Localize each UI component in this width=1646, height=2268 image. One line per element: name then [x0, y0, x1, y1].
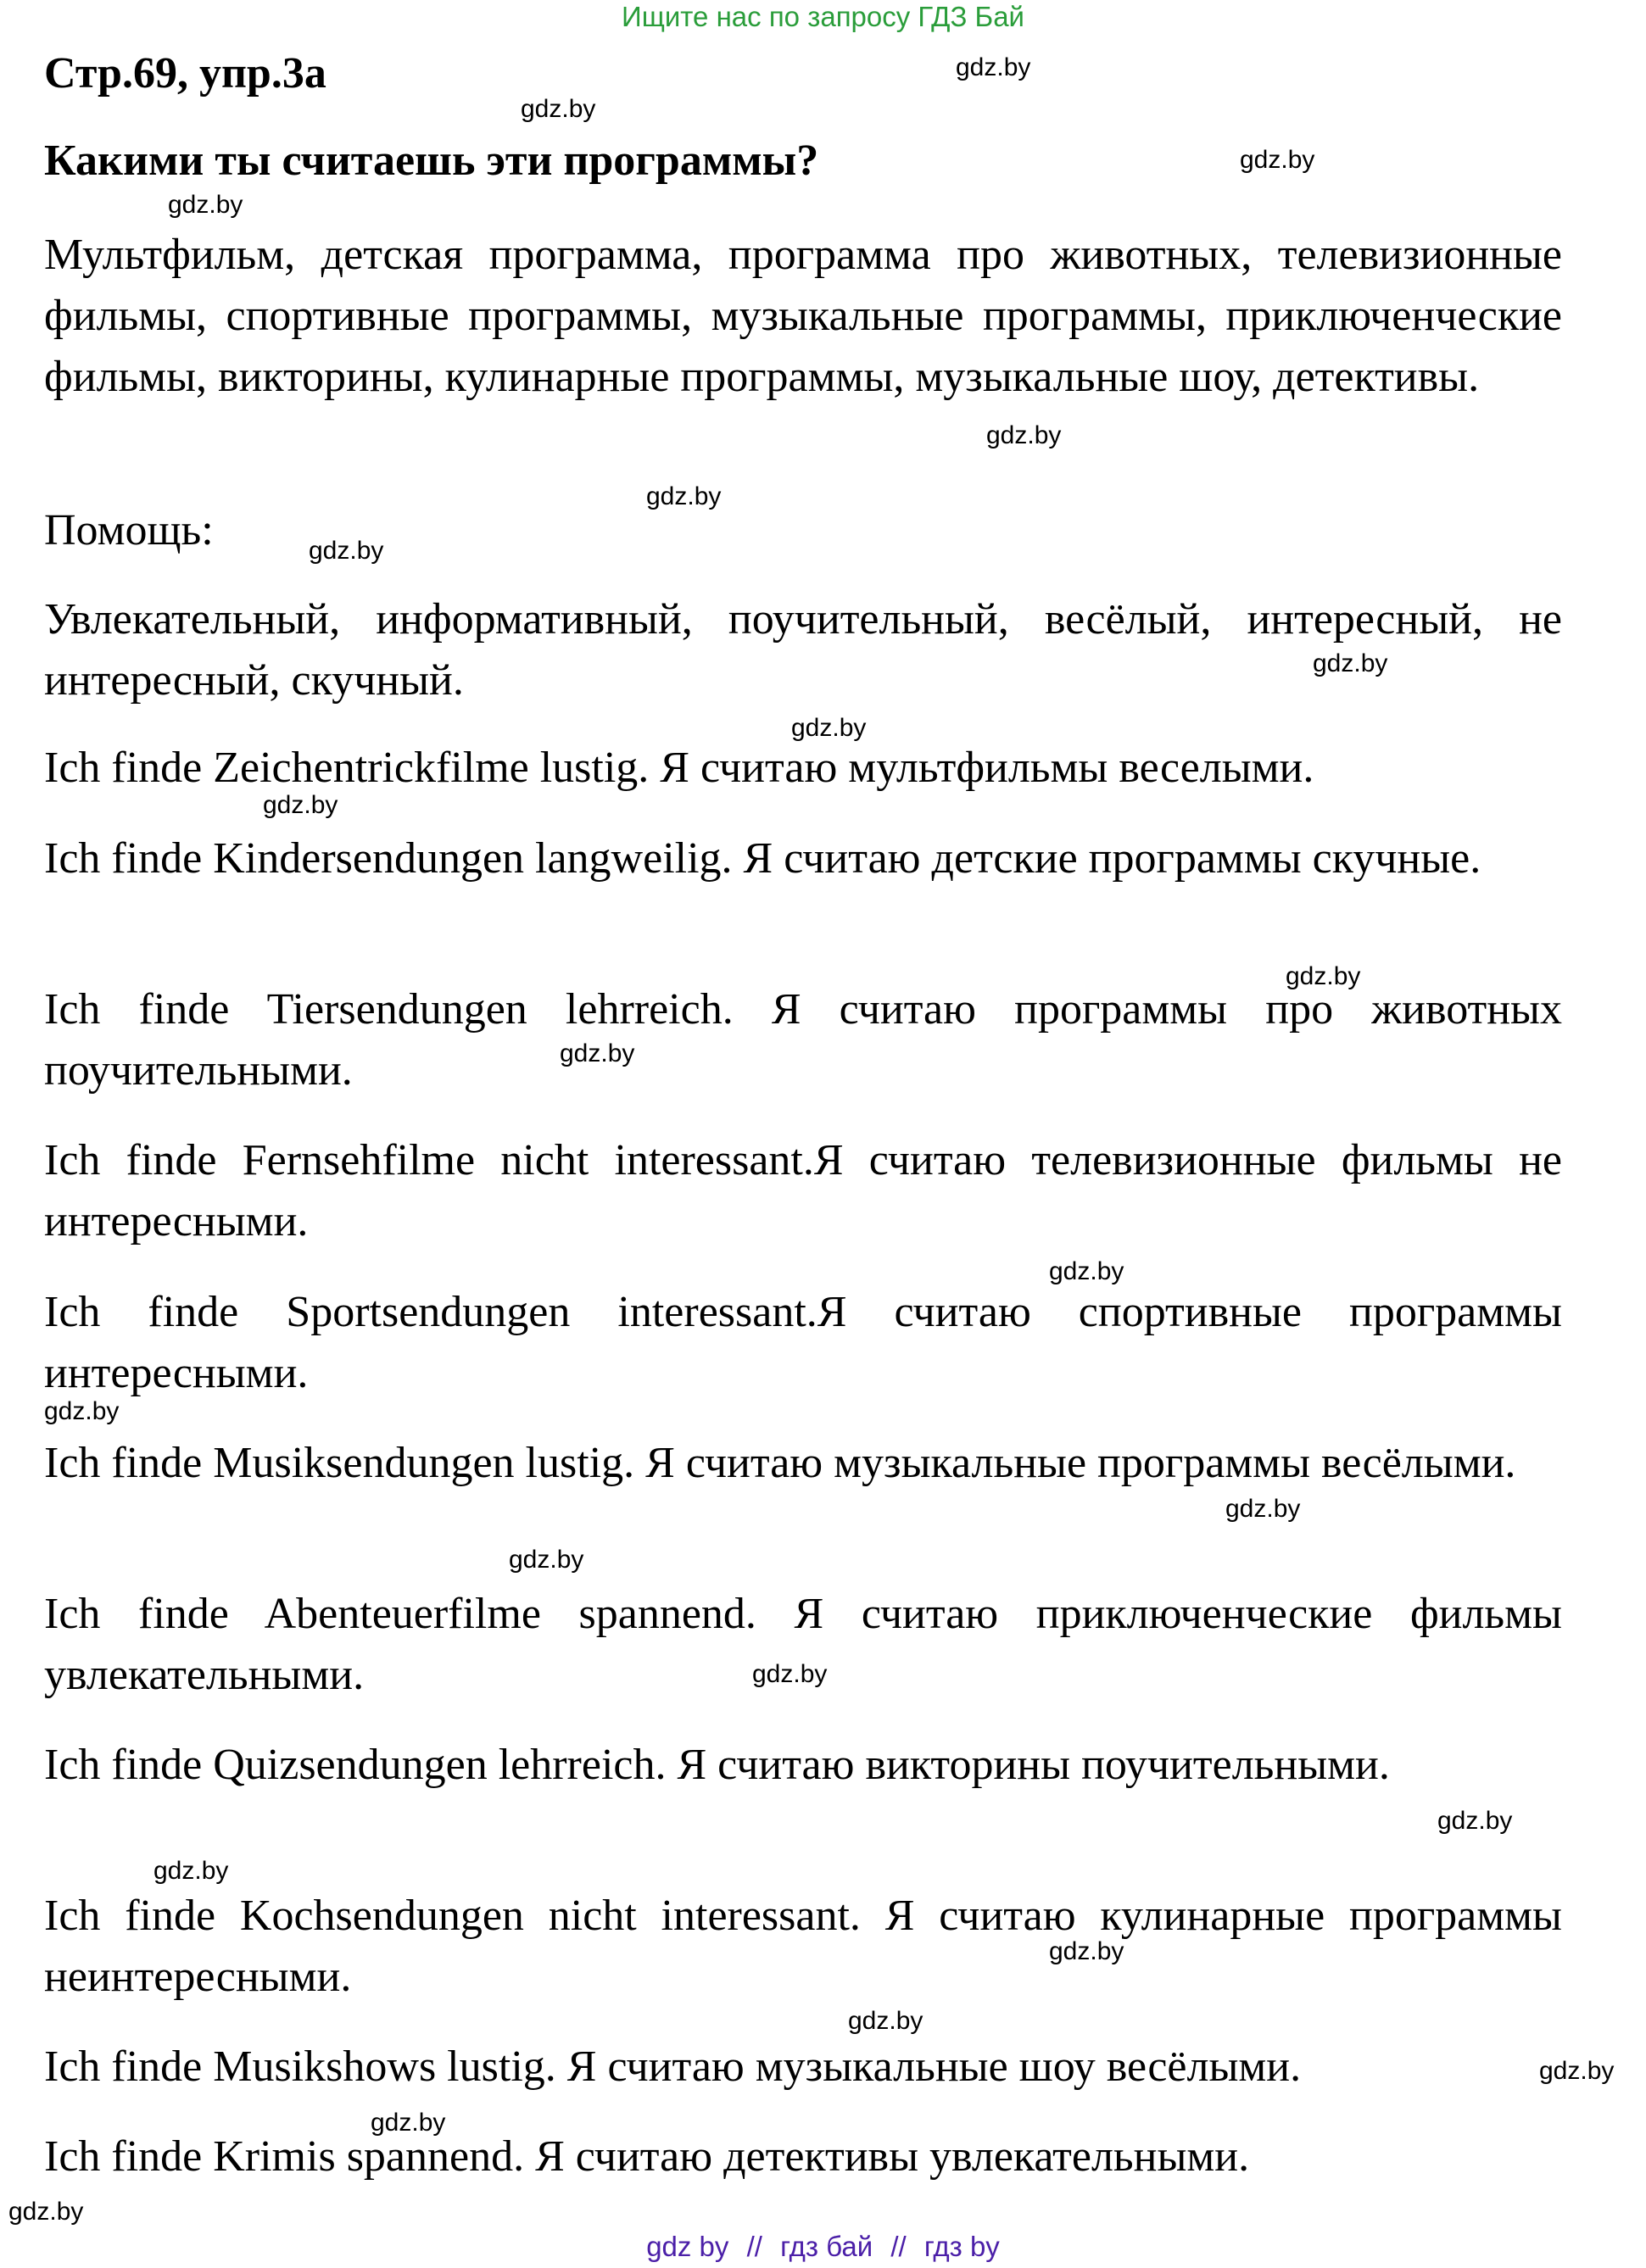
exercise-question: Какими ты считаешь эти программы? — [44, 137, 819, 185]
help-words: Увлекательный, информативный, поучительный, весёлый, интересный, не интересный, скучный. — [44, 595, 1562, 705]
watermark: gdz.by — [371, 2109, 446, 2137]
help-label: Помощь: — [44, 506, 214, 554]
programs-list: Мультфильм, детская программа, программа про животных, телевизионные фильмы, спортивные программы, музыкальные программы, приключенческие фильмы, викторины, кулинарные программы, музыкальные шоу, детективы. — [44, 231, 1562, 401]
watermark: gdz.by — [1286, 962, 1361, 990]
footer-link-gdz-bai[interactable]: гдз бай — [780, 2231, 873, 2262]
top-banner: Ищите нас по запросу ГДЗ Бай — [622, 1, 1024, 32]
watermark: gdz.by — [560, 1039, 635, 1067]
watermark: gdz.by — [1437, 1807, 1513, 1835]
answer-8: Ich finde Quizsendungen lehrreich. Я считаю викторины поучительными. — [44, 1741, 1390, 1789]
footer-link-gdz-by[interactable]: gdz by — [646, 2231, 729, 2262]
answer-3: Ich finde Tiersendungen lehrreich. Я считаю программы про животных поучительными. — [44, 985, 1562, 1095]
watermark: gdz.by — [8, 2198, 84, 2226]
answer-9: Ich finde Kochsendungen nicht interessant. Я считаю кулинарные программы неинтересными. — [44, 1892, 1562, 2001]
watermark: gdz.by — [509, 1546, 584, 1574]
answer-1: Ich finde Zeichentrickfilme lustig. Я считаю мультфильмы веселыми. — [44, 744, 1314, 792]
watermark: gdz.by — [1240, 146, 1315, 174]
watermark: gdz.by — [44, 1397, 120, 1425]
footer-link-gdz-by-ru[interactable]: гдз by — [923, 2231, 1000, 2262]
watermark: gdz.by — [1049, 1257, 1124, 1285]
watermark: gdz.by — [1313, 649, 1388, 677]
answer-7: Ich finde Abenteuerfilme spannend. Я считаю приключенческие фильмы увлекательными. — [44, 1590, 1562, 1699]
footer-separator: // — [890, 2231, 907, 2262]
watermark: gdz.by — [986, 421, 1062, 449]
answer-5: Ich finde Sportsendungen interessant.Я считаю спортивные программы интересными. — [44, 1288, 1562, 1397]
watermark: gdz.by — [752, 1660, 828, 1688]
answer-6: Ich finde Musiksendungen lustig. Я считаю музыкальные программы весёлыми. — [44, 1439, 1516, 1487]
watermark: gdz.by — [521, 95, 596, 123]
page-title: Стр.69, упр.3а — [44, 49, 326, 98]
answer-2: Ich finde Kindersendungen langweilig. Я считаю детские программы скучные. — [44, 834, 1481, 883]
footer — [0, 2230, 1646, 2264]
answer-10: Ich finde Musikshows lustig. Я считаю музыкальные шоу весёлыми. — [44, 2042, 1302, 2091]
watermark: gdz.by — [153, 1857, 229, 1885]
watermark: gdz.by — [646, 482, 722, 510]
footer-separator: // — [746, 2231, 762, 2262]
watermark: gdz.by — [848, 2007, 923, 2035]
watermark: gdz.by — [1225, 1495, 1301, 1523]
watermark: gdz.by — [791, 714, 867, 742]
watermark: gdz.by — [956, 53, 1031, 81]
watermark: gdz.by — [168, 191, 243, 219]
answer-11: Ich finde Krimis spannend. Я считаю детективы увлекательными. — [44, 2132, 1250, 2181]
watermark: gdz.by — [309, 537, 384, 565]
watermark: gdz.by — [1049, 1937, 1124, 1965]
watermark: gdz.by — [1539, 2057, 1615, 2085]
watermark: gdz.by — [263, 791, 338, 819]
answer-4: Ich finde Fernsehfilme nicht interessant.Я считаю телевизионные фильмы не интересными. — [44, 1136, 1562, 1245]
